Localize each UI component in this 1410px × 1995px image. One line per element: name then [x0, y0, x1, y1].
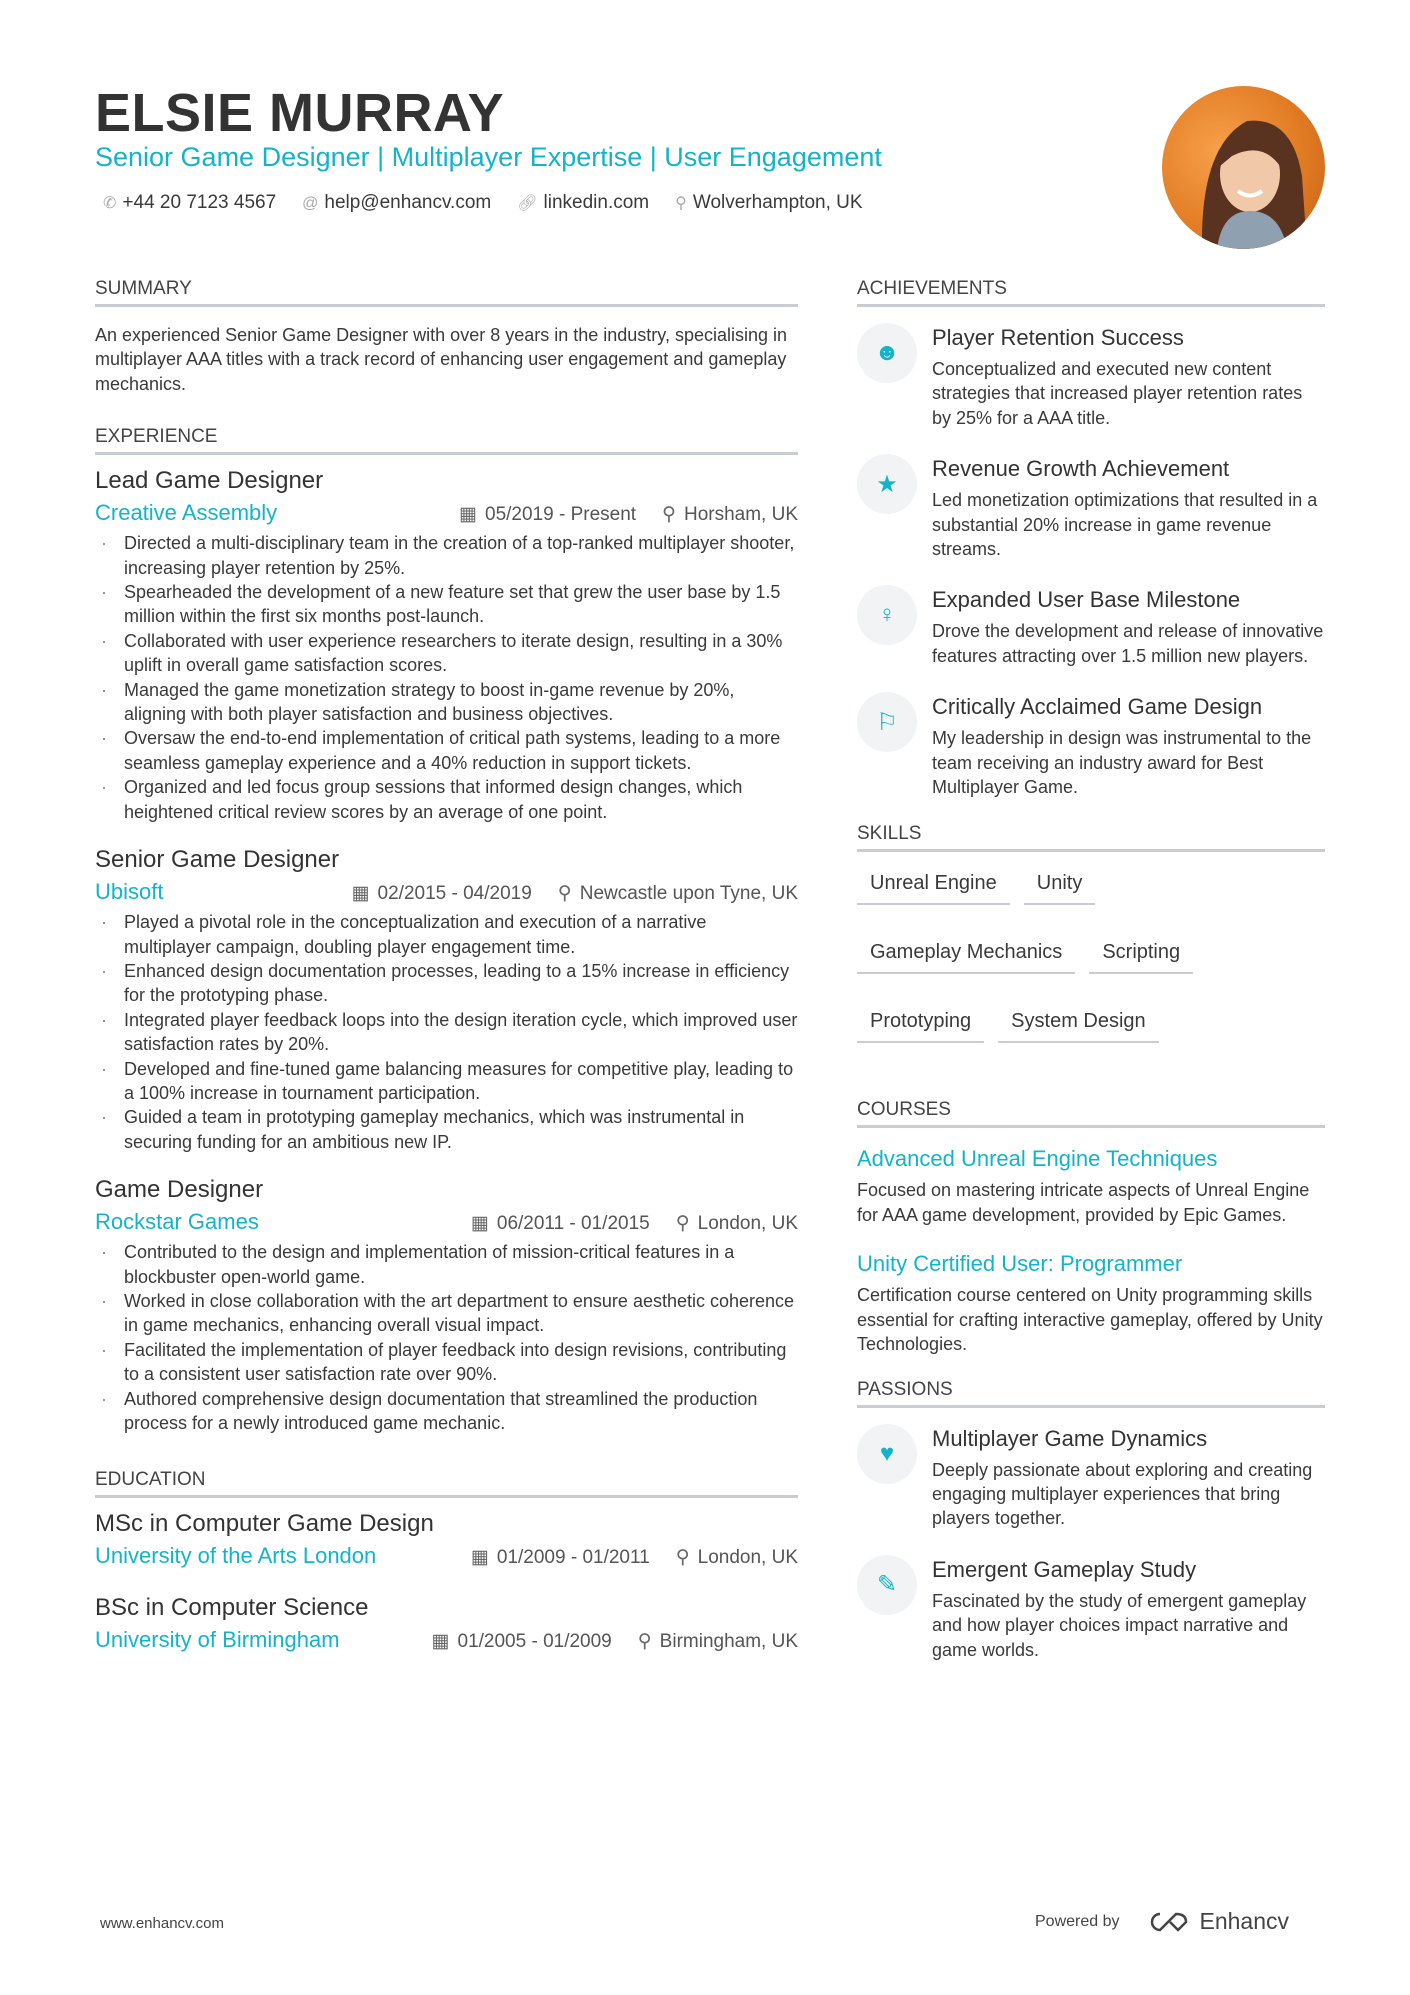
bullet-list — [95, 910, 798, 1154]
passions-item — [857, 1555, 1325, 1662]
courses-section — [857, 1099, 1325, 1356]
education-entry — [95, 1508, 798, 1574]
bullet-item: · Worked in close collaboration with the art department to ensure aesthetic coherence in game mechanics, enhancing overall visual impact. — [95, 1289, 798, 1338]
job-title: Senior Game Designer — [95, 846, 340, 874]
calendar-icon: ▦ — [431, 1631, 450, 1653]
item-title: Revenue Growth Achievement — [932, 456, 1230, 482]
skill-tag: Scripting — [1089, 937, 1193, 974]
item-description: My leadership in design was instrumental to the team receiving an industry award for Best Multiplayer Game. — [932, 728, 1312, 798]
course-entry — [857, 1144, 1325, 1227]
job-location — [638, 1626, 798, 1658]
item-body — [932, 692, 1325, 799]
section-header: EDUCATION — [95, 1469, 798, 1498]
job-meta — [471, 1542, 798, 1574]
footer-branding — [1035, 1908, 1289, 1935]
course-title[interactable]: Advanced Unreal Engine Techniques — [857, 1146, 1218, 1172]
candidate-name: ELSIE MURRAY — [95, 83, 505, 143]
location-pin-icon: ⚲ — [557, 883, 572, 905]
item-body — [932, 1424, 1325, 1531]
item-description: Drove the development and release of innovative features attracting over 1.5 million new players. — [932, 621, 1324, 666]
skill-tag: Unreal Engine — [857, 868, 1010, 905]
section-header: SUMMARY — [95, 278, 798, 307]
head-icon: ☻ — [857, 323, 917, 383]
item-body — [932, 585, 1325, 668]
right-column — [857, 278, 1325, 1686]
course-entry — [857, 1249, 1325, 1356]
enhancv-logo[interactable] — [1146, 1908, 1290, 1935]
date-range — [432, 1626, 612, 1658]
job-entry — [95, 465, 798, 824]
achievements-item — [857, 585, 1325, 668]
location-pin-icon: ⚲ — [675, 1213, 690, 1235]
date-text: 01/2009 - 01/2011 — [496, 1547, 650, 1569]
location-pin-icon: ⚲ — [637, 1631, 652, 1653]
item-title: Multiplayer Game Dynamics — [932, 1425, 1208, 1451]
education-section — [95, 1469, 798, 1658]
school-name[interactable]: University of Birmingham — [95, 1627, 340, 1653]
bullet-item: · Collaborated with user experience researchers to iterate design, resulting in a 30% uplift in overall game satisfaction scores. — [95, 629, 798, 678]
job-meta — [352, 878, 798, 910]
phone-text: +44 20 7123 4567 — [122, 192, 277, 213]
skill-tag: Prototyping — [857, 1006, 984, 1043]
job-location — [676, 1208, 798, 1240]
location-pin-icon: ⚲ — [662, 504, 676, 526]
location-text: Horsham, UK — [683, 504, 798, 526]
job-meta — [432, 1626, 798, 1658]
footer-website[interactable]: www.enhancv.com — [100, 1915, 224, 1932]
bullet-item: · Developed and fine-tuned game balancing measures for competitive play, leading to a 100% increase in tournament participation. — [95, 1057, 798, 1106]
powered-by-text: Powered by — [1035, 1912, 1120, 1930]
school-name[interactable]: University of the Arts London — [95, 1543, 377, 1569]
job-subheader — [95, 1206, 798, 1240]
item-body — [932, 1555, 1325, 1662]
section-header: PASSIONS — [857, 1379, 1325, 1408]
education-entry — [95, 1592, 798, 1658]
candidate-headline: Senior Game Designer | Multiplayer Expertise | User Engagement — [95, 142, 882, 172]
job-entry — [95, 844, 798, 1154]
job-location — [676, 1542, 798, 1574]
degree-title: MSc in Computer Game Design — [95, 1510, 434, 1538]
bullet-item: · Oversaw the end-to-end implementation of critical path systems, leading to a more seamless gameplay experience and a 40% reduction in support tickets. — [95, 726, 798, 775]
email-text[interactable]: help@enhancv.com — [324, 192, 492, 213]
education-subheader — [95, 1540, 798, 1574]
item-title: Player Retention Success — [932, 325, 1184, 350]
location-text: Newcastle upon Tyne, UK — [579, 883, 798, 905]
summary-section — [95, 278, 798, 396]
enhancv-logo-icon — [1146, 1910, 1190, 1934]
bullet-item: · Guided a team in prototyping gameplay mechanics, which was instrumental in securing funding for an ambitious new IP. — [95, 1105, 798, 1154]
bullet-item: · Enhanced design documentation processes, leading to a 15% increase in efficiency for the prototyping phase. — [95, 959, 798, 1008]
experience-section — [95, 426, 798, 1435]
magic-wand-icon: ✎ — [857, 1555, 917, 1615]
profile-photo — [1162, 86, 1325, 249]
calendar-icon: ▦ — [470, 1213, 489, 1235]
contact-phone — [103, 192, 276, 214]
date-range — [459, 499, 636, 531]
job-meta — [471, 1208, 798, 1240]
location-text: London, UK — [697, 1547, 798, 1569]
location-pin-icon: ⚲ — [675, 1547, 690, 1569]
job-entry — [95, 1174, 798, 1435]
achievements-item — [857, 692, 1325, 799]
item-description: Deeply passionate about exploring and creating engaging multiplayer experiences that bring players together. — [932, 1459, 1313, 1529]
bullet-list — [95, 531, 798, 824]
contact-email[interactable] — [302, 192, 491, 214]
job-title: Game Designer — [95, 1176, 264, 1204]
job-meta — [459, 499, 798, 531]
date-range — [471, 1208, 650, 1240]
item-description: Led monetization optimizations that resulted in a substantial 20% increase in game revenue streams. — [932, 490, 1318, 560]
section-header: EXPERIENCE — [95, 426, 798, 455]
calendar-icon: ▦ — [470, 1547, 489, 1569]
item-title: Emergent Gameplay Study — [932, 1556, 1197, 1582]
achievements-section — [857, 278, 1325, 799]
job-location — [662, 499, 798, 531]
skill-tag: Gameplay Mechanics — [857, 937, 1075, 974]
skill-tag: Unity — [1024, 868, 1096, 905]
star-icon: ★ — [857, 454, 917, 514]
flag-icon: ⚐ — [857, 692, 917, 752]
link-icon: 🔗︎ — [517, 195, 538, 212]
location-text: London, UK — [697, 1213, 798, 1235]
summary-text: An experienced Senior Game Designer with over 8 years in the industry, specialising in multiplayer AAA titles with a track record of enhancing user engagement and gameplay mechanics. — [95, 325, 788, 394]
calendar-icon: ▦ — [459, 504, 477, 526]
bullet-item: · Managed the game monetization strategy to boost in-game revenue by 20%, aligning with both player satisfaction and business objectives. — [95, 678, 798, 727]
section-header: SKILLS — [857, 823, 1325, 852]
link-text[interactable]: linkedin.com — [543, 192, 650, 213]
item-description: Fascinated by the study of emergent gameplay and how player choices impact narrative and game worlds. — [932, 1590, 1307, 1660]
bullet-item: · Played a pivotal role in the conceptualization and execution of a narrative multiplayer campaign, doubling player engagement time. — [95, 910, 798, 959]
date-text: 01/2005 - 01/2009 — [457, 1631, 612, 1653]
course-description: Certification course centered on Unity programming skills essential for crafting interactive gameplay, offered by Unity Technologies. — [857, 1285, 1323, 1355]
left-column — [95, 278, 798, 1676]
job-subheader — [95, 876, 798, 910]
date-range — [352, 878, 532, 910]
company-name[interactable]: Rockstar Games — [95, 1209, 259, 1235]
course-title[interactable]: Unity Certified User: Programmer — [857, 1251, 1183, 1277]
date-text: 02/2015 - 04/2019 — [377, 883, 532, 905]
contact-link[interactable] — [517, 192, 649, 214]
education-subheader — [95, 1624, 798, 1658]
date-range — [471, 1542, 650, 1574]
contact-location — [675, 192, 862, 214]
date-text: 05/2019 - Present — [485, 504, 637, 526]
course-description: Focused on mastering intricate aspects of Unreal Engine for AAA game development, provided by Epic Games. — [857, 1180, 1310, 1225]
job-location — [558, 878, 798, 910]
passions-section — [857, 1379, 1325, 1662]
item-description: Conceptualized and executed new content strategies that increased player retention rates by 25% for a AAA title. — [932, 359, 1303, 428]
section-header: ACHIEVEMENTS — [857, 278, 1325, 307]
company-name[interactable]: Ubisoft — [95, 879, 164, 905]
skills-section — [857, 823, 1325, 1059]
bullet-item: · Contributed to the design and implementation of mission-critical features in a blockbuster open-world game. — [95, 1240, 798, 1289]
bullet-item: · Organized and led focus group sessions that informed design changes, which heightened critical review scores by an average of one point. — [95, 775, 798, 824]
company-name[interactable]: Creative Assembly — [95, 500, 278, 526]
bullet-item: · Spearheaded the development of a new feature set that grew the user base by 1.5 million within the first six months post-launch. — [95, 580, 798, 629]
skill-tag: System Design — [998, 1006, 1159, 1043]
bullet-item: · Authored comprehensive design documentation that streamlined the production process for a newly introduced game mechanic. — [95, 1387, 798, 1436]
brand-name: Enhancv — [1199, 1908, 1290, 1934]
achievements-item — [857, 323, 1325, 430]
bullet-list — [95, 1240, 798, 1435]
achievements-item — [857, 454, 1325, 561]
lightbulb-icon: ♀ — [857, 585, 917, 645]
bullet-item: · Facilitated the implementation of player feedback into design revisions, contributing to a consistent user satisfaction rate over 90%. — [95, 1338, 798, 1387]
degree-title: BSc in Computer Science — [95, 1594, 369, 1622]
location-text: Birmingham, UK — [659, 1631, 798, 1653]
heart-icon: ♥ — [857, 1424, 917, 1484]
at-icon: @ — [302, 195, 319, 212]
bullet-item: · Integrated player feedback loops into the design iteration cycle, which improved user satisfaction rates by 20%. — [95, 1008, 798, 1057]
item-title: Expanded User Base Milestone — [932, 587, 1241, 613]
job-title: Lead Game Designer — [95, 467, 324, 495]
item-body — [932, 323, 1325, 430]
calendar-icon: ▦ — [351, 883, 370, 905]
location-text: Wolverhampton, UK — [692, 192, 863, 213]
passions-item — [857, 1424, 1325, 1531]
contact-info — [103, 192, 863, 214]
job-subheader — [95, 497, 798, 531]
item-title: Critically Acclaimed Game Design — [932, 694, 1263, 720]
location-pin-icon: ⚲ — [675, 195, 687, 212]
section-header: COURSES — [857, 1099, 1325, 1128]
item-body — [932, 454, 1325, 561]
phone-icon: ✆ — [103, 195, 117, 212]
date-text: 06/2011 - 01/2015 — [496, 1213, 650, 1235]
bullet-item: · Directed a multi-disciplinary team in the creation of a top-ranked multiplayer shooter, increasing player retention by 25%. — [95, 531, 798, 580]
